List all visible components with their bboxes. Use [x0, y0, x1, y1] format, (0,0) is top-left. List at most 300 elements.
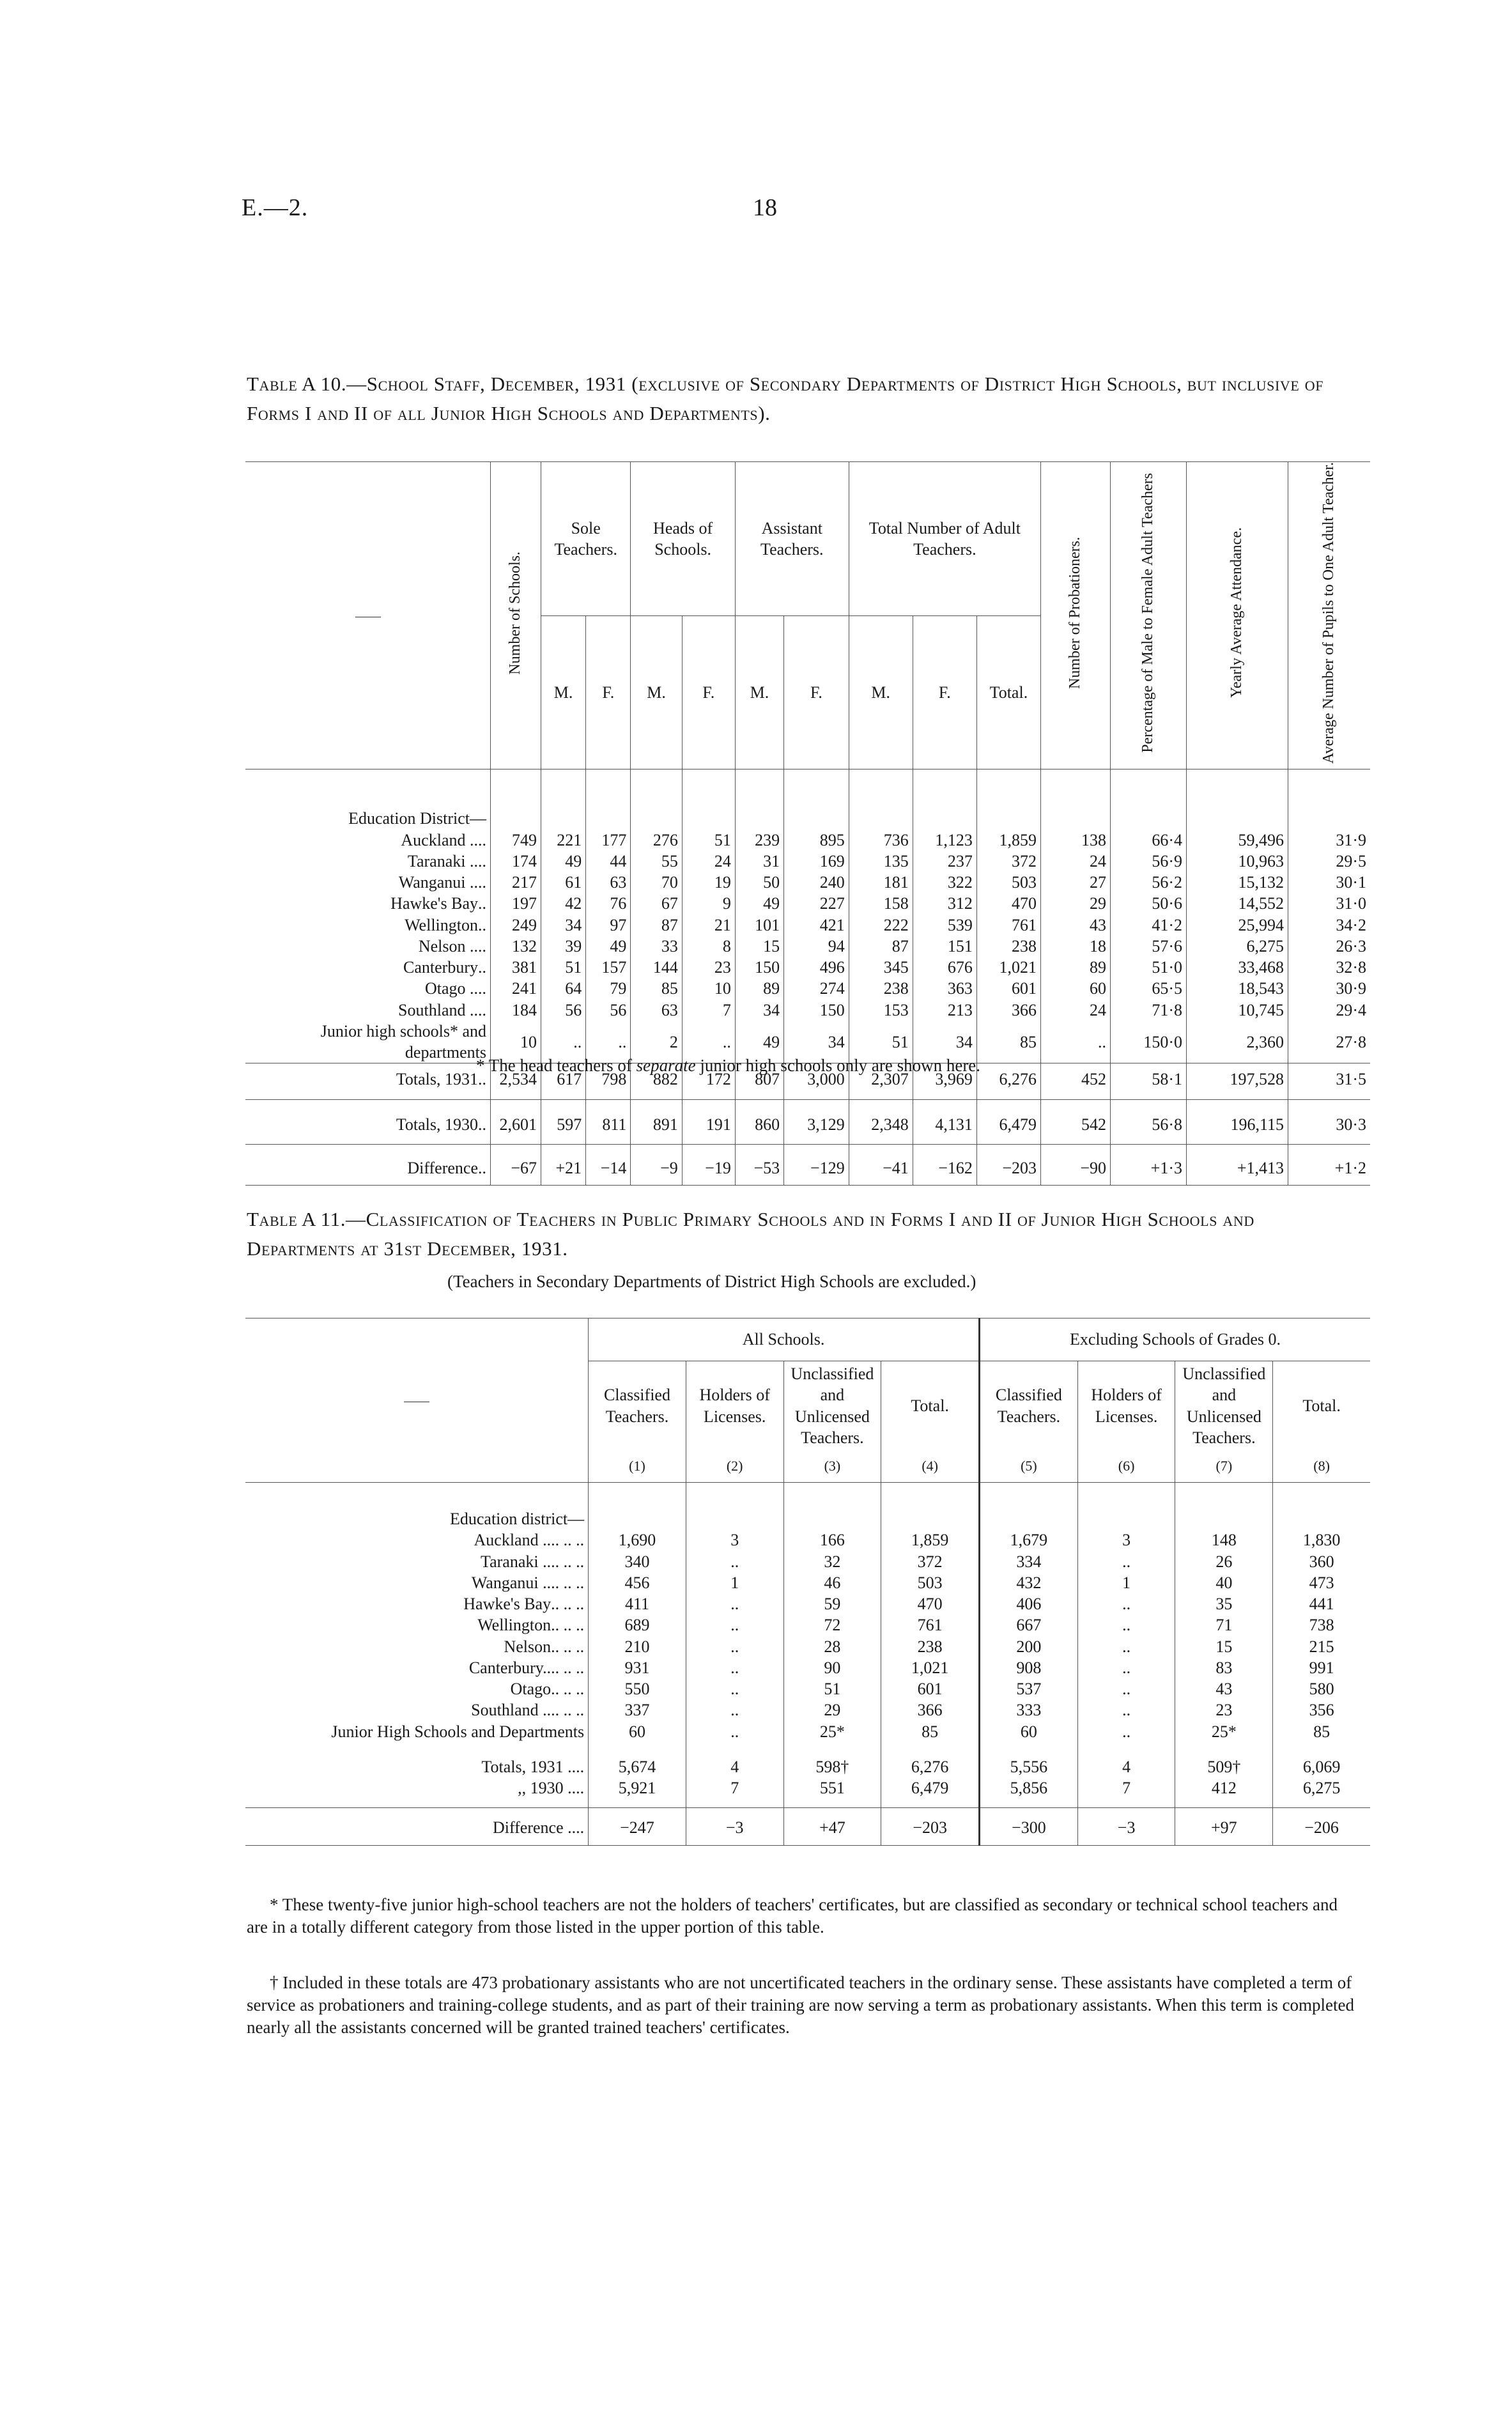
- cell: 87: [631, 915, 682, 936]
- row-dots: ..: [576, 1779, 585, 1798]
- table-a11-label: Table A 11.: [247, 1208, 346, 1230]
- cell: 150·0: [1111, 1021, 1187, 1063]
- row-name: Otago ..: [424, 979, 478, 998]
- row-dots: .. .. ..: [551, 1637, 585, 1656]
- cell: 34: [784, 1021, 849, 1063]
- row-label: [245, 1777, 589, 1808]
- a10-h-assistant: Assistant Teachers.: [735, 462, 849, 616]
- cell: 101: [735, 915, 783, 936]
- cell: 470: [881, 1593, 980, 1614]
- row-dots: .. .. ..: [551, 1658, 585, 1677]
- cell: 31: [735, 851, 783, 872]
- cell: 6,069: [1273, 1742, 1370, 1777]
- cell: 135: [849, 851, 913, 872]
- cell: 25*: [1175, 1721, 1273, 1742]
- cell: 334: [980, 1551, 1078, 1572]
- cell: 3: [1077, 1529, 1175, 1550]
- row-label: [245, 1529, 589, 1550]
- cell: 90: [783, 1657, 881, 1678]
- cell: 1,123: [913, 830, 976, 851]
- cell: 60: [589, 1721, 686, 1742]
- cell: 452: [1041, 1063, 1111, 1099]
- cell: 337: [589, 1699, 686, 1720]
- table-row: [245, 936, 1370, 957]
- row-dots: ..: [478, 894, 486, 913]
- cell: 542: [1041, 1099, 1111, 1144]
- cell: 908: [980, 1657, 1078, 1678]
- cell: 24: [1041, 851, 1111, 872]
- cell: 157: [586, 957, 631, 978]
- cell: ..: [1077, 1551, 1175, 1572]
- cell: 34: [541, 915, 586, 936]
- cell: 8: [682, 936, 735, 957]
- empty-cell: [1175, 1483, 1273, 1530]
- cell: 30·9: [1288, 978, 1371, 999]
- cell: 761: [976, 915, 1040, 936]
- a10-h-f: F.: [682, 615, 735, 769]
- a11-group-all: All Schools.: [589, 1318, 980, 1361]
- cell: 151: [913, 936, 976, 957]
- a10-h-sole: Sole Teachers.: [541, 462, 631, 616]
- cell: 27·8: [1288, 1021, 1371, 1063]
- row-dots: ..: [478, 1000, 486, 1019]
- row-dots: .. .. ..: [551, 1680, 585, 1699]
- cell: 56·9: [1111, 851, 1187, 872]
- row-label: [245, 1593, 589, 1614]
- a10-h-percentage: Percentage of Male to Female Adult Teachers: [1111, 462, 1187, 769]
- cell: 274: [784, 978, 849, 999]
- cell: 210: [589, 1636, 686, 1657]
- table-row: [245, 978, 1370, 999]
- cell: 30·3: [1288, 1099, 1371, 1144]
- cell: −203: [976, 1144, 1040, 1185]
- a10-h-attendance: Yearly Average Attendance.: [1187, 462, 1288, 769]
- row-label: [245, 1636, 589, 1657]
- cell: 51: [682, 830, 735, 851]
- cell: 372: [881, 1551, 980, 1572]
- cell: 215: [1273, 1636, 1370, 1657]
- cell: 43: [1175, 1678, 1273, 1699]
- cell: 3,969: [913, 1063, 976, 1099]
- cell: ..: [586, 1021, 631, 1063]
- cell: 28: [783, 1636, 881, 1657]
- row-label: [245, 1021, 491, 1063]
- a10-h-total: Total.: [976, 615, 1040, 769]
- row-label: [245, 893, 491, 914]
- row-label: [245, 936, 491, 957]
- a10-h-num-schools: Number of Schools.: [491, 462, 541, 769]
- cell: 6,275: [1273, 1777, 1370, 1808]
- cell: 7: [686, 1777, 783, 1808]
- table-row: [245, 957, 1370, 978]
- cell: 217: [491, 872, 541, 893]
- cell: 94: [784, 936, 849, 957]
- cell: 539: [913, 915, 976, 936]
- cell: 241: [491, 978, 541, 999]
- cell: −247: [589, 1808, 686, 1845]
- cell: 222: [849, 915, 913, 936]
- cell: 41·2: [1111, 915, 1187, 936]
- cell: 89: [1041, 957, 1111, 978]
- cell: 23: [682, 957, 735, 978]
- row-label: [245, 1551, 589, 1572]
- row-label: [245, 1614, 589, 1635]
- cell: 50: [735, 872, 783, 893]
- cell: 46: [783, 1572, 881, 1593]
- table-a11-subtitle: (Teachers in Secondary Departments of District High Schools are excluded.): [447, 1272, 976, 1291]
- cell: 456: [589, 1572, 686, 1593]
- cell: 340: [589, 1551, 686, 1572]
- a10-h-total-adult: Total Number of Adult Teachers.: [849, 462, 1040, 616]
- row-name: Difference ..: [492, 1818, 576, 1837]
- empty-cell: [881, 1483, 980, 1530]
- table-row: [245, 1099, 1370, 1144]
- cell: 144: [631, 957, 682, 978]
- cell: 83: [1175, 1657, 1273, 1678]
- cell: −3: [1077, 1808, 1175, 1845]
- cell: 601: [976, 978, 1040, 999]
- row-label: [245, 978, 491, 999]
- cell: 412: [1175, 1777, 1273, 1808]
- cell: 35: [1175, 1593, 1273, 1614]
- cell: ..: [686, 1678, 783, 1699]
- cell: ..: [1041, 1021, 1111, 1063]
- cell: 895: [784, 830, 849, 851]
- table-row: [245, 1593, 1370, 1614]
- cell: 6,276: [976, 1063, 1040, 1099]
- a11-col-header: Total.: [1273, 1361, 1370, 1451]
- cell: 196,115: [1187, 1099, 1288, 1144]
- cell: ..: [682, 1021, 735, 1063]
- row-name: Wellington: [477, 1616, 552, 1635]
- cell: −19: [682, 1144, 735, 1185]
- cell: ..: [686, 1657, 783, 1678]
- cell: 10: [682, 978, 735, 999]
- cell: 381: [491, 957, 541, 978]
- cell: 89: [735, 978, 783, 999]
- row-dots: ..: [478, 1115, 486, 1134]
- cell: 85: [631, 978, 682, 999]
- empty-cell: [980, 1483, 1078, 1530]
- cell: 85: [976, 1021, 1040, 1063]
- cell: 2,601: [491, 1099, 541, 1144]
- cell: 9: [682, 893, 735, 914]
- cell: 10,745: [1187, 1000, 1288, 1021]
- a11-col-header: Total.: [881, 1361, 980, 1451]
- cell: 21: [682, 915, 735, 936]
- cell: 238: [976, 936, 1040, 957]
- a11-col-number: (2): [686, 1451, 783, 1483]
- empty-cell: [976, 769, 1040, 830]
- table-a11-title-text: —Classification of Teachers in Public Primary Schools and in Forms I and II of Junior High Schools and Departments at 31st December, 1931.: [247, 1208, 1254, 1260]
- cell: 29: [783, 1699, 881, 1720]
- table-a10-title: [247, 369, 1359, 428]
- cell: 55: [631, 851, 682, 872]
- row-dots: .. .. ..: [551, 1531, 585, 1550]
- cell: 411: [589, 1593, 686, 1614]
- row-label: [245, 915, 491, 936]
- row-dots: .. .. ..: [551, 1701, 585, 1720]
- cell: 15: [1175, 1636, 1273, 1657]
- cell: −90: [1041, 1144, 1111, 1185]
- cell: 174: [491, 851, 541, 872]
- cell: 2,534: [491, 1063, 541, 1099]
- cell: 667: [980, 1614, 1078, 1635]
- cell: 3,000: [784, 1063, 849, 1099]
- a11-col-header: Unclassified and Unlicensed Teachers.: [783, 1361, 881, 1451]
- cell: 42: [541, 893, 586, 914]
- row-name: Hawke's Bay: [390, 894, 478, 913]
- row-label: [245, 1657, 589, 1678]
- table-row: [245, 1572, 1370, 1593]
- cell: 132: [491, 936, 541, 957]
- cell: −9: [631, 1144, 682, 1185]
- cell: 551: [783, 1777, 881, 1808]
- table-row: [245, 1614, 1370, 1635]
- cell: 18,543: [1187, 978, 1288, 999]
- empty-cell: [1041, 769, 1111, 830]
- page-number: 18: [753, 194, 777, 221]
- cell: ..: [1077, 1657, 1175, 1678]
- cell: 34·2: [1288, 915, 1371, 936]
- cell: 601: [881, 1678, 980, 1699]
- cell: 40: [1175, 1572, 1273, 1593]
- cell: +1·2: [1288, 1144, 1371, 1185]
- table-row: [245, 1808, 1370, 1845]
- a11-col-header: Classified Teachers.: [980, 1361, 1078, 1451]
- cell: 882: [631, 1063, 682, 1099]
- row-name: Junior High Schools and Departments: [331, 1722, 585, 1741]
- cell: 5,856: [980, 1777, 1078, 1808]
- row-name: Wellington: [405, 915, 478, 934]
- cell: 749: [491, 830, 541, 851]
- cell: 49: [541, 851, 586, 872]
- cell: 158: [849, 893, 913, 914]
- cell: 150: [784, 1000, 849, 1021]
- cell: 177: [586, 830, 631, 851]
- cell: 71: [1175, 1614, 1273, 1635]
- cell: 473: [1273, 1572, 1370, 1593]
- a10-h-m: M.: [631, 615, 682, 769]
- cell: 50·6: [1111, 893, 1187, 914]
- table-a10-footnote: * The head teachers of separate junior high schools only are shown here.: [476, 1056, 981, 1075]
- cell: 33,468: [1187, 957, 1288, 978]
- cell: 1,690: [589, 1529, 686, 1550]
- cell: −162: [913, 1144, 976, 1185]
- row-name: Canterbury: [403, 958, 478, 977]
- cell: ..: [686, 1593, 783, 1614]
- row-name: Auckland ..: [474, 1531, 552, 1550]
- row-name: Junior high schools* and departments: [320, 1021, 486, 1062]
- cell: 44: [586, 851, 631, 872]
- cell: −300: [980, 1808, 1078, 1845]
- cell: 238: [849, 978, 913, 999]
- cell: 360: [1273, 1551, 1370, 1572]
- cell: 85: [1273, 1721, 1370, 1742]
- cell: 97: [586, 915, 631, 936]
- a10-h-heads: Heads of Schools.: [631, 462, 735, 616]
- cell: 276: [631, 830, 682, 851]
- cell: 3,129: [784, 1099, 849, 1144]
- empty-cell: [1187, 769, 1288, 830]
- cell: 421: [784, 915, 849, 936]
- cell: −53: [735, 1144, 783, 1185]
- table-row: [245, 1000, 1370, 1021]
- cell: 333: [980, 1699, 1078, 1720]
- cell: 7: [1077, 1777, 1175, 1808]
- cell: 148: [1175, 1529, 1273, 1550]
- cell: 676: [913, 957, 976, 978]
- a10-h-f: F.: [913, 615, 976, 769]
- group-label: Education district—: [449, 1510, 585, 1528]
- cell: 71·8: [1111, 1000, 1187, 1021]
- cell: 1,830: [1273, 1529, 1370, 1550]
- row-dots: ..: [478, 1158, 486, 1177]
- cell: 31·9: [1288, 830, 1371, 851]
- row-name: Difference: [407, 1158, 478, 1177]
- cell: 59: [783, 1593, 881, 1614]
- cell: 181: [849, 872, 913, 893]
- cell: +21: [541, 1144, 586, 1185]
- cell: 51·0: [1111, 957, 1187, 978]
- empty-cell: [589, 1483, 686, 1530]
- cell: 29·4: [1288, 1000, 1371, 1021]
- cell: 33: [631, 936, 682, 957]
- cell: 3: [686, 1529, 783, 1550]
- row-label: [245, 957, 491, 978]
- table-row: [245, 1636, 1370, 1657]
- row-label: [245, 1721, 589, 1742]
- cell: 87: [849, 936, 913, 957]
- cell: 4,131: [913, 1099, 976, 1144]
- cell: 34: [735, 1000, 783, 1021]
- cell: 6,479: [881, 1777, 980, 1808]
- table-row: [245, 1742, 1370, 1777]
- cell: 470: [976, 893, 1040, 914]
- row-dots: ..: [478, 936, 486, 955]
- cell: 31·0: [1288, 893, 1371, 914]
- empty-cell: [686, 1483, 783, 1530]
- table-a11-title: [247, 1205, 1359, 1264]
- cell: 1: [686, 1572, 783, 1593]
- cell: ..: [686, 1721, 783, 1742]
- cell: 43: [1041, 915, 1111, 936]
- row-name: Southland ..: [471, 1701, 552, 1720]
- a11-col-number: (3): [783, 1451, 881, 1483]
- cell: 26: [1175, 1551, 1273, 1572]
- row-label: [245, 1808, 589, 1845]
- cell: 1: [1077, 1572, 1175, 1593]
- cell: ..: [1077, 1721, 1175, 1742]
- header-left: E.—2.: [242, 194, 309, 221]
- cell: 59,496: [1187, 830, 1288, 851]
- cell: ..: [1077, 1699, 1175, 1720]
- cell: 1,021: [976, 957, 1040, 978]
- cell: ..: [1077, 1593, 1175, 1614]
- cell: 65·5: [1111, 978, 1187, 999]
- cell: 60: [980, 1721, 1078, 1742]
- a10-h-f: F.: [784, 615, 849, 769]
- cell: 238: [881, 1636, 980, 1657]
- row-dots: ..: [478, 873, 486, 892]
- cell: ..: [1077, 1678, 1175, 1699]
- row-name: Nelson: [504, 1637, 552, 1656]
- cell: 67: [631, 893, 682, 914]
- cell: 239: [735, 830, 783, 851]
- table-row: [245, 769, 1370, 830]
- cell: 6,275: [1187, 936, 1288, 957]
- a11-col-header: Classified Teachers.: [589, 1361, 686, 1451]
- row-dots: ..: [478, 830, 486, 849]
- cell: 34: [913, 1021, 976, 1063]
- row-name: Totals, 1930: [396, 1115, 478, 1134]
- row-dots: ..: [478, 915, 486, 934]
- cell: 184: [491, 1000, 541, 1021]
- a10-h-pupils: Average Number of Pupils to One Adult Teacher.: [1288, 462, 1371, 769]
- table-row: [245, 1699, 1370, 1720]
- cell: 363: [913, 978, 976, 999]
- cell: −41: [849, 1144, 913, 1185]
- row-dots: .. .. ..: [551, 1595, 585, 1614]
- cell: 1,859: [976, 830, 1040, 851]
- a11-col-number: (4): [881, 1451, 980, 1483]
- cell: 7: [682, 1000, 735, 1021]
- table-a10-label: Table A 10.: [247, 373, 347, 395]
- row-dots: ..: [478, 979, 486, 998]
- cell: 550: [589, 1678, 686, 1699]
- cell: 57·6: [1111, 936, 1187, 957]
- a11-group-excl: Excluding Schools of Grades 0.: [980, 1318, 1370, 1361]
- table-row: [245, 1144, 1370, 1185]
- cell: −3: [686, 1808, 783, 1845]
- cell: 807: [735, 1063, 783, 1099]
- row-label: [245, 851, 491, 872]
- cell: 29: [1041, 893, 1111, 914]
- row-name: Hawke's Bay: [463, 1595, 552, 1614]
- row-name: Totals, 1931: [396, 1070, 478, 1089]
- cell: 249: [491, 915, 541, 936]
- row-dots: .. .. ..: [551, 1616, 585, 1635]
- cell: 64: [541, 978, 586, 999]
- cell: 5,674: [589, 1742, 686, 1777]
- cell: ..: [686, 1699, 783, 1720]
- table-row: [245, 830, 1370, 851]
- cell: 32·8: [1288, 957, 1371, 978]
- cell: 66·4: [1111, 830, 1187, 851]
- row-name: Southland ..: [398, 1000, 478, 1019]
- cell: 51: [541, 957, 586, 978]
- cell: 441: [1273, 1593, 1370, 1614]
- cell: 18: [1041, 936, 1111, 957]
- cell: −129: [784, 1144, 849, 1185]
- cell: +1·3: [1111, 1144, 1187, 1185]
- row-label: [245, 1144, 491, 1185]
- cell: 213: [913, 1000, 976, 1021]
- row-name: Wanganui ..: [398, 873, 478, 892]
- empty-cell: [491, 769, 541, 830]
- table-row: [245, 1721, 1370, 1742]
- cell: 811: [586, 1099, 631, 1144]
- group-label: Education District—: [348, 809, 486, 828]
- table-row: [245, 1529, 1370, 1550]
- empty-cell: [913, 769, 976, 830]
- row-label: [245, 830, 491, 851]
- cell: 5,921: [589, 1777, 686, 1808]
- cell: 49: [586, 936, 631, 957]
- cell: 32: [783, 1551, 881, 1572]
- row-name: Taranaki ..: [481, 1552, 552, 1571]
- row-dots: ..: [576, 1818, 585, 1837]
